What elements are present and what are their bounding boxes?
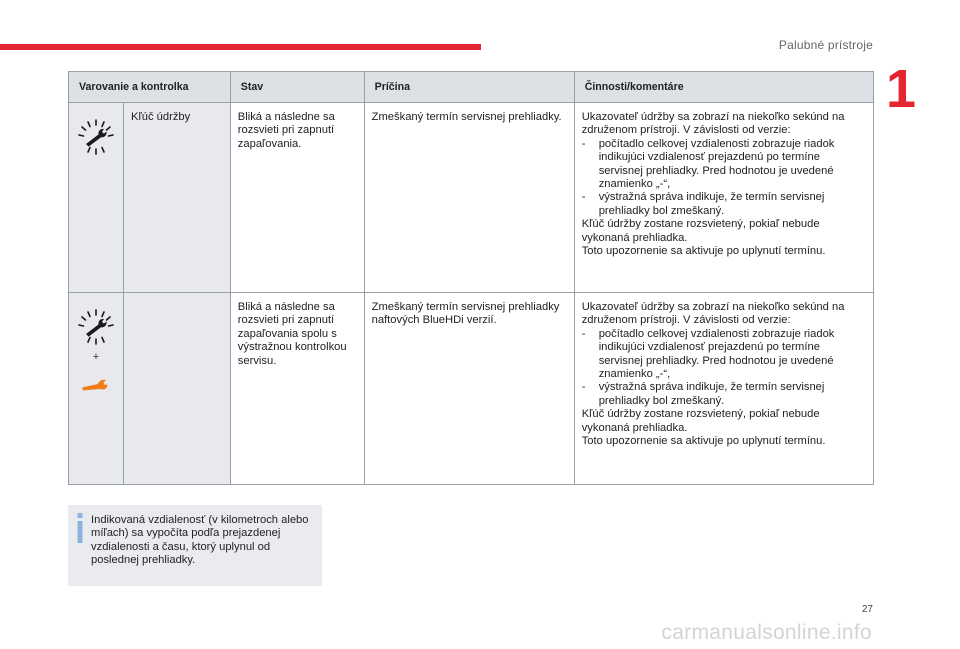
state-cell: Bliká a následne sa rozsvieti pri zapnutí zapaľovania. — [230, 103, 364, 293]
section-title: Palubné prístroje — [778, 38, 873, 52]
notes-cell — [574, 293, 873, 485]
list-item: - počítadlo celkovej vzdialenosti zobrazuje riadok indikujúci vzdialenosť prejazdenú po termíne servisnej prehliadky. Pred hodnotou je uvedené znamienko „-“, — [582, 138, 866, 192]
list-item: - výstražná správa indikuje, že termín servisnej prehliadky bol zmeškaný. — [582, 381, 866, 408]
cause-cell: Zmeškaný termín servisnej prehliadky. — [364, 103, 574, 293]
orange-wrench-icon — [81, 378, 111, 392]
notes-list — [582, 138, 866, 218]
header-cause: Príčina — [364, 72, 574, 103]
label-cell: Kľúč údržby — [124, 103, 231, 293]
icon-cell — [69, 293, 124, 485]
header-state: Stav — [230, 72, 364, 103]
notes-outro: Toto upozornenie sa aktivuje po uplynutí termínu. — [581, 435, 826, 448]
state-cell: Bliká a následne sa rozsvieti pri zapnutí zapaľovania spolu s výstražnou kontrolkou servisu. — [230, 293, 364, 485]
info-box — [68, 505, 322, 586]
plus-sign: + — [92, 351, 100, 363]
wrench-rays-icon — [76, 117, 116, 157]
cause-cell: Zmeškaný termín servisnej prehliadky naftových BlueHDi verzií. — [364, 293, 574, 485]
info-icon — [76, 513, 84, 543]
list-item: - výstražná správa indikuje, že termín servisnej prehliadky bol zmeškaný. — [582, 191, 866, 218]
icon-cell — [69, 103, 124, 293]
notes-outro: Toto upozornenie sa aktivuje po uplynutí termínu. — [581, 245, 826, 258]
header-actions: Činnosti/komentáre — [574, 72, 873, 103]
wrench-rays-icon — [76, 307, 116, 347]
notes-intro: Ukazovateľ údržby sa zobrazí na niekoľko sekúnd na združenom prístroji. V závislosti od verzie: — [581, 301, 845, 327]
notes-intro: Ukazovateľ údržby sa zobrazí na niekoľko sekúnd na združenom prístroji. V závislosti od verzie: — [581, 111, 845, 137]
page-number: 27 — [861, 604, 873, 615]
accent-bar — [0, 44, 481, 50]
table-header-row — [69, 72, 874, 103]
notes-list — [582, 328, 866, 408]
list-item: - počítadlo celkovej vzdialenosti zobrazuje riadok indikujúci vzdialenosť prejazdenú po termíne servisnej prehliadky. Pred hodnotou je uvedené znamienko „-“, — [582, 328, 866, 382]
notes-cell — [574, 103, 873, 293]
info-text: Indikovaná vzdialenosť (v kilometroch alebo míľach) sa vypočíta podľa prejazdenej vzdialenosti a času, ktorý uplynul od poslednej prehliadky. — [91, 514, 309, 567]
watermark: carmanualsonline.info — [661, 621, 872, 644]
table-row — [69, 103, 874, 293]
chapter-number: 1 — [885, 59, 916, 119]
notes-outro: Kľúč údržby zostane rozsvietený, pokiaľ nebude vykonaná prehliadka. — [581, 218, 820, 244]
header-warning: Varovanie a kontrolka — [69, 72, 231, 103]
table-row — [69, 293, 874, 485]
warning-lights-table — [68, 71, 874, 485]
notes-outro: Kľúč údržby zostane rozsvietený, pokiaľ nebude vykonaná prehliadka. — [581, 408, 820, 434]
label-cell — [124, 293, 231, 485]
